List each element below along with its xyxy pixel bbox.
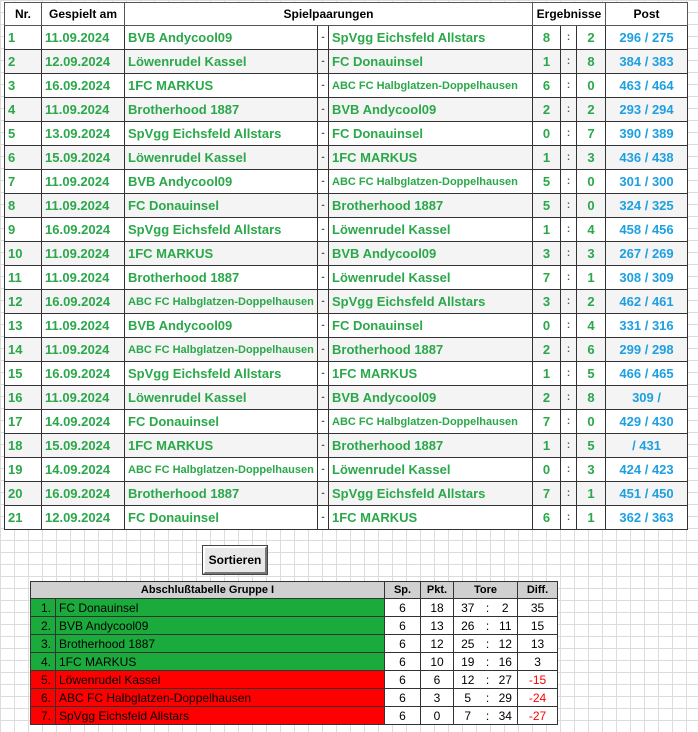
away-goals: 1 [577,482,606,506]
standing-goals-for: 26 [454,617,482,635]
away-goals: 2 [577,98,606,122]
standing-team: BVB Andycool09 [56,617,385,635]
standing-goals-against: 27 [494,671,518,689]
post-value: / 431 [606,434,688,458]
team-separator: - [318,362,329,386]
match-number: 3 [5,74,42,98]
standing-diff: -27 [518,707,558,725]
match-date: 13.09.2024 [42,122,125,146]
team-separator: - [318,74,329,98]
standing-points: 0 [421,707,454,725]
away-goals: 1 [577,506,606,530]
home-goals: 8 [533,26,561,50]
team-separator: - [318,386,329,410]
standing-diff: 35 [518,599,558,617]
standings-row [31,671,558,689]
standing-rank: 2. [31,617,56,635]
standings-title: Abschlußtabelle Gruppe I [31,582,385,599]
header-date: Gespielt am [42,3,125,26]
away-team: 1FC MARKUS [329,362,533,386]
standing-team: SpVgg Eichsfeld Allstars [56,707,385,725]
home-goals: 3 [533,242,561,266]
standings-row [31,689,558,707]
team-separator: - [318,122,329,146]
home-goals: 1 [533,362,561,386]
standing-rank: 3. [31,635,56,653]
header-post: Post [606,3,688,26]
home-goals: 0 [533,458,561,482]
score-separator: : [561,458,577,482]
home-team: Löwenrudel Kassel [125,146,318,170]
away-goals: 4 [577,314,606,338]
standing-games: 6 [385,671,421,689]
standing-points: 6 [421,671,454,689]
post-value: 429 / 430 [606,410,688,434]
match-row [5,194,688,218]
match-date: 11.09.2024 [42,386,125,410]
match-row [5,74,688,98]
score-separator: : [561,410,577,434]
post-value: 308 / 309 [606,266,688,290]
home-goals: 2 [533,386,561,410]
home-goals: 5 [533,194,561,218]
post-value: 293 / 294 [606,98,688,122]
match-row [5,98,688,122]
match-date: 11.09.2024 [42,98,125,122]
away-goals: 3 [577,458,606,482]
match-date: 15.09.2024 [42,146,125,170]
away-team: Brotherhood 1887 [329,194,533,218]
standing-goals-separator: : [482,635,494,653]
match-number: 5 [5,122,42,146]
match-row [5,50,688,74]
away-team: FC Donauinsel [329,50,533,74]
standings-header-points: Pkt. [421,582,454,599]
score-separator: : [561,242,577,266]
standing-goals-for: 37 [454,599,482,617]
match-rows [5,26,688,530]
away-team: SpVgg Eichsfeld Allstars [329,26,533,50]
standings-header-games: Sp. [385,582,421,599]
team-separator: - [318,410,329,434]
away-team: BVB Andycool09 [329,98,533,122]
match-date: 12.09.2024 [42,506,125,530]
score-separator: : [561,338,577,362]
match-number: 13 [5,314,42,338]
post-value: 362 / 363 [606,506,688,530]
match-date: 16.09.2024 [42,74,125,98]
away-goals: 0 [577,194,606,218]
standings-row [31,653,558,671]
match-number: 19 [5,458,42,482]
home-team: 1FC MARKUS [125,74,318,98]
match-row [5,218,688,242]
standing-team: 1FC MARKUS [56,653,385,671]
post-value: 458 / 456 [606,218,688,242]
home-team: BVB Andycool09 [125,170,318,194]
away-team: 1FC MARKUS [329,146,533,170]
header-nr: Nr. [5,3,42,26]
standing-points: 18 [421,599,454,617]
home-goals: 0 [533,314,561,338]
match-date: 12.09.2024 [42,50,125,74]
match-row [5,146,688,170]
standing-games: 6 [385,635,421,653]
score-separator: : [561,26,577,50]
score-separator: : [561,314,577,338]
standing-goals-separator: : [482,599,494,617]
match-number: 14 [5,338,42,362]
standings-row [31,617,558,635]
away-team: Löwenrudel Kassel [329,266,533,290]
match-date: 16.09.2024 [42,362,125,386]
standing-points: 13 [421,617,454,635]
post-value: 451 / 450 [606,482,688,506]
away-team: FC Donauinsel [329,122,533,146]
standing-goals-against: 29 [494,689,518,707]
score-separator: : [561,362,577,386]
away-goals: 8 [577,50,606,74]
match-number: 4 [5,98,42,122]
standing-rank: 4. [31,653,56,671]
header-row [5,3,688,26]
match-number: 2 [5,50,42,74]
header-pairings: Spielpaarungen [125,3,533,26]
post-value: 384 / 383 [606,50,688,74]
standing-team: ABC FC Halbglatzen-Doppelhausen [56,689,385,707]
home-goals: 6 [533,506,561,530]
standing-team: FC Donauinsel [56,599,385,617]
away-team: SpVgg Eichsfeld Allstars [329,290,533,314]
match-row [5,242,688,266]
away-goals: 5 [577,434,606,458]
match-row [5,506,688,530]
match-number: 8 [5,194,42,218]
team-separator: - [318,506,329,530]
score-separator: : [561,290,577,314]
match-row [5,266,688,290]
home-team: BVB Andycool09 [125,26,318,50]
home-team: FC Donauinsel [125,410,318,434]
match-date: 14.09.2024 [42,458,125,482]
away-goals: 0 [577,74,606,98]
team-separator: - [318,482,329,506]
home-team: Brotherhood 1887 [125,482,318,506]
match-number: 12 [5,290,42,314]
team-separator: - [318,338,329,362]
match-number: 6 [5,146,42,170]
team-separator: - [318,26,329,50]
home-team: SpVgg Eichsfeld Allstars [125,362,318,386]
match-date: 11.09.2024 [42,266,125,290]
home-goals: 6 [533,74,561,98]
away-goals: 0 [577,170,606,194]
score-separator: : [561,146,577,170]
standing-team: Brotherhood 1887 [56,635,385,653]
post-value: 463 / 464 [606,74,688,98]
standing-goals-against: 2 [494,599,518,617]
team-separator: - [318,218,329,242]
standing-goals-separator: : [482,671,494,689]
score-separator: : [561,170,577,194]
match-row [5,26,688,50]
home-team: Löwenrudel Kassel [125,386,318,410]
team-separator: - [318,98,329,122]
match-date: 11.09.2024 [42,194,125,218]
home-goals: 7 [533,482,561,506]
home-team: BVB Andycool09 [125,314,318,338]
home-team: Brotherhood 1887 [125,266,318,290]
team-separator: - [318,266,329,290]
home-team: Brotherhood 1887 [125,98,318,122]
home-goals: 0 [533,122,561,146]
match-row [5,290,688,314]
post-value: 324 / 325 [606,194,688,218]
home-goals: 3 [533,290,561,314]
standings-header-goals: Tore [454,582,518,599]
match-row [5,458,688,482]
match-schedule-table [4,2,688,530]
standing-diff: 13 [518,635,558,653]
score-separator: : [561,50,577,74]
match-number: 9 [5,218,42,242]
standing-goals-against: 12 [494,635,518,653]
sort-button[interactable]: Sortieren [203,546,267,574]
standing-goals-against: 16 [494,653,518,671]
away-team: Brotherhood 1887 [329,338,533,362]
team-separator: - [318,194,329,218]
post-value: 296 / 275 [606,26,688,50]
match-date: 16.09.2024 [42,482,125,506]
home-team: SpVgg Eichsfeld Allstars [125,218,318,242]
match-number: 15 [5,362,42,386]
match-date: 11.09.2024 [42,314,125,338]
away-goals: 6 [577,338,606,362]
away-goals: 4 [577,218,606,242]
standings-header-diff: Diff. [518,582,558,599]
standing-rank: 5. [31,671,56,689]
standing-points: 12 [421,635,454,653]
score-separator: : [561,122,577,146]
home-team: FC Donauinsel [125,506,318,530]
standing-games: 6 [385,653,421,671]
standing-goals-separator: : [482,653,494,671]
standing-goals-for: 7 [454,707,482,725]
post-value: 462 / 461 [606,290,688,314]
score-separator: : [561,194,577,218]
home-goals: 2 [533,338,561,362]
away-goals: 3 [577,242,606,266]
score-separator: : [561,434,577,458]
standing-goals-for: 5 [454,689,482,707]
post-value: 301 / 300 [606,170,688,194]
match-number: 21 [5,506,42,530]
standing-team: Löwenrudel Kassel [56,671,385,689]
score-separator: : [561,218,577,242]
match-date: 11.09.2024 [42,338,125,362]
post-value: 331 / 316 [606,314,688,338]
away-team: 1FC MARKUS [329,506,533,530]
match-row [5,386,688,410]
standing-diff: 3 [518,653,558,671]
home-team: 1FC MARKUS [125,242,318,266]
match-number: 16 [5,386,42,410]
team-separator: - [318,242,329,266]
away-goals: 1 [577,266,606,290]
match-number: 11 [5,266,42,290]
score-separator: : [561,482,577,506]
away-goals: 0 [577,410,606,434]
home-team: FC Donauinsel [125,194,318,218]
post-value: 390 / 389 [606,122,688,146]
team-separator: - [318,458,329,482]
away-team: Brotherhood 1887 [329,434,533,458]
home-goals: 1 [533,434,561,458]
match-number: 10 [5,242,42,266]
standing-goals-against: 34 [494,707,518,725]
standing-goals-for: 12 [454,671,482,689]
standing-goals-for: 25 [454,635,482,653]
home-team: ABC FC Halbglatzen-Doppelhausen [125,338,318,362]
header-results: Ergebnisse [533,3,606,26]
standing-goals-for: 19 [454,653,482,671]
standing-games: 6 [385,599,421,617]
score-separator: : [561,266,577,290]
standings-row [31,635,558,653]
match-date: 16.09.2024 [42,218,125,242]
team-separator: - [318,170,329,194]
away-goals: 2 [577,26,606,50]
home-goals: 7 [533,410,561,434]
post-value: 424 / 423 [606,458,688,482]
score-separator: : [561,98,577,122]
post-value: 309 / [606,386,688,410]
standings-header-row [31,582,558,599]
standing-goals-separator: : [482,617,494,635]
away-goals: 2 [577,290,606,314]
match-number: 17 [5,410,42,434]
match-number: 7 [5,170,42,194]
home-team: ABC FC Halbglatzen-Doppelhausen [125,458,318,482]
match-date: 11.09.2024 [42,26,125,50]
standings-row [31,599,558,617]
away-goals: 5 [577,362,606,386]
post-value: 436 / 438 [606,146,688,170]
home-team: SpVgg Eichsfeld Allstars [125,122,318,146]
post-value: 299 / 298 [606,338,688,362]
home-goals: 1 [533,218,561,242]
post-value: 267 / 269 [606,242,688,266]
match-row [5,122,688,146]
home-team: Löwenrudel Kassel [125,50,318,74]
home-goals: 7 [533,266,561,290]
match-row [5,314,688,338]
away-team: FC Donauinsel [329,314,533,338]
match-date: 11.09.2024 [42,242,125,266]
standing-games: 6 [385,707,421,725]
match-row [5,434,688,458]
standing-diff: -15 [518,671,558,689]
team-separator: - [318,50,329,74]
standings-rows [31,599,558,725]
away-team: BVB Andycool09 [329,386,533,410]
standing-games: 6 [385,617,421,635]
home-goals: 1 [533,146,561,170]
standings-table [30,581,558,725]
standing-diff: 15 [518,617,558,635]
team-separator: - [318,146,329,170]
standing-rank: 1. [31,599,56,617]
team-separator: - [318,314,329,338]
match-row [5,362,688,386]
away-team: ABC FC Halbglatzen-Doppelhausen [329,410,533,434]
standing-goals-against: 11 [494,617,518,635]
match-number: 1 [5,26,42,50]
away-team: BVB Andycool09 [329,242,533,266]
home-team: ABC FC Halbglatzen-Doppelhausen [125,290,318,314]
home-goals: 1 [533,50,561,74]
away-goals: 3 [577,146,606,170]
match-date: 15.09.2024 [42,434,125,458]
score-separator: : [561,74,577,98]
score-separator: : [561,386,577,410]
standing-points: 10 [421,653,454,671]
match-row [5,170,688,194]
score-separator: : [561,506,577,530]
match-row [5,482,688,506]
match-number: 20 [5,482,42,506]
home-team: 1FC MARKUS [125,434,318,458]
standing-goals-separator: : [482,689,494,707]
standing-points: 3 [421,689,454,707]
team-separator: - [318,434,329,458]
away-team: SpVgg Eichsfeld Allstars [329,482,533,506]
match-row [5,338,688,362]
standing-games: 6 [385,689,421,707]
away-goals: 7 [577,122,606,146]
standing-rank: 7. [31,707,56,725]
standing-goals-separator: : [482,707,494,725]
home-goals: 2 [533,98,561,122]
away-team: Löwenrudel Kassel [329,458,533,482]
match-date: 11.09.2024 [42,170,125,194]
standings-row [31,707,558,725]
standing-diff: -24 [518,689,558,707]
match-date: 14.09.2024 [42,410,125,434]
match-row [5,410,688,434]
match-date: 16.09.2024 [42,290,125,314]
match-number: 18 [5,434,42,458]
team-separator: - [318,290,329,314]
standing-rank: 6. [31,689,56,707]
away-team: ABC FC Halbglatzen-Doppelhausen [329,170,533,194]
post-value: 466 / 465 [606,362,688,386]
away-goals: 8 [577,386,606,410]
home-goals: 5 [533,170,561,194]
away-team: ABC FC Halbglatzen-Doppelhausen [329,74,533,98]
away-team: Löwenrudel Kassel [329,218,533,242]
